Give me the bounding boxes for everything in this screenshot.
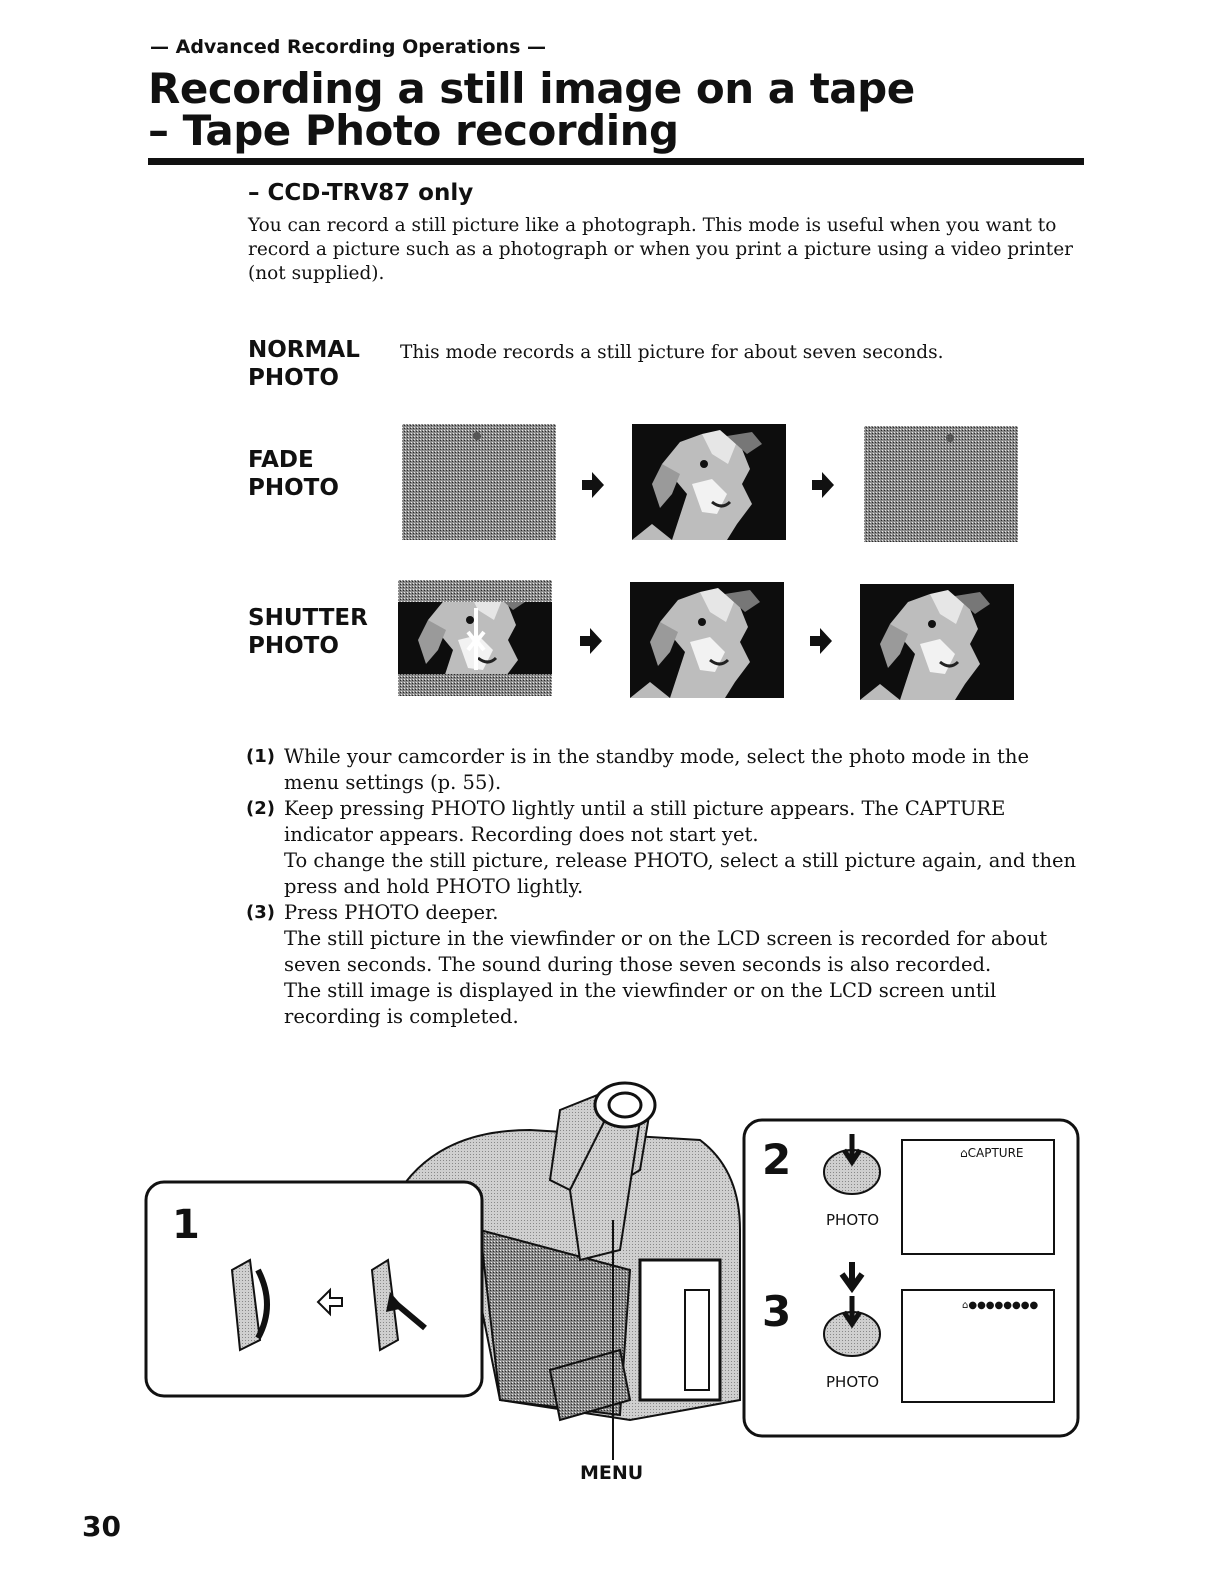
mode-label-fade: FADE PHOTO <box>248 447 339 501</box>
fade-frame-end <box>864 426 1018 542</box>
model-subtitle: – CCD-TRV87 only <box>248 180 474 206</box>
callout-number-3: 3 <box>762 1287 792 1336</box>
page-title <box>148 64 915 155</box>
mode-description-normal: This mode records a still picture for about seven seconds. <box>400 342 944 363</box>
fade-frame-photo <box>632 424 786 540</box>
photo-label-2: PHOTO <box>826 1211 880 1229</box>
camcorder-illustration <box>140 1070 1090 1490</box>
page-number: 30 <box>82 1510 121 1543</box>
menu-button-label: MENU <box>580 1462 644 1484</box>
intro-paragraph: You can record a still picture like a photograph. This mode is useful when you want to record a picture such as a photograph or when you print a picture using a video printer (not supplied). <box>248 215 1074 284</box>
arrow-right-icon <box>810 470 836 500</box>
fade-frame-start <box>402 424 556 540</box>
shutter-frame-end <box>860 584 1014 700</box>
arrow-right-icon <box>808 626 834 656</box>
arrow-right-icon <box>580 470 606 500</box>
page-title-line2: – Tape Photo recording <box>148 106 679 155</box>
callout-number-2: 2 <box>762 1135 792 1184</box>
step-3: (3) Press PHOTO deeper. The still picture in the viewfinder or on the LCD screen is recorded for about seven seconds. The sound during those seven seconds is also recorded. The still image is displayed in the viewfinder or on the LCD screen until recording is completed. <box>246 901 1048 1028</box>
capture-indicator: ⌂CAPTURE <box>960 1146 1024 1160</box>
recording-progress: ⌂●●●●●●●● <box>962 1300 1039 1311</box>
shutter-frame-middle <box>630 582 784 698</box>
step-1: (1) While your camcorder is in the standby mode, select the photo mode in the menu settings (p. 55). <box>246 745 1029 794</box>
mode-label-shutter: SHUTTER PHOTO <box>248 605 368 659</box>
section-header: — Advanced Recording Operations — <box>150 36 547 58</box>
mode-label-normal: NORMAL PHOTO <box>248 337 360 391</box>
page-title-line1: Recording a still image on a tape <box>148 64 915 113</box>
photo-label-3: PHOTO <box>826 1373 880 1391</box>
title-rule <box>148 158 1084 165</box>
callout-number-1: 1 <box>172 1202 200 1248</box>
steps-list <box>246 744 1082 1030</box>
arrow-right-icon <box>578 626 604 656</box>
shutter-frame-start <box>398 580 552 696</box>
step-2: (2) Keep pressing PHOTO lightly until a still picture appears. The CAPTURE indicator appears. Recording does not start yet. To change the still picture, release PHOTO, select a still picture again, and then press and hold PHOTO lightly. <box>246 797 1077 898</box>
